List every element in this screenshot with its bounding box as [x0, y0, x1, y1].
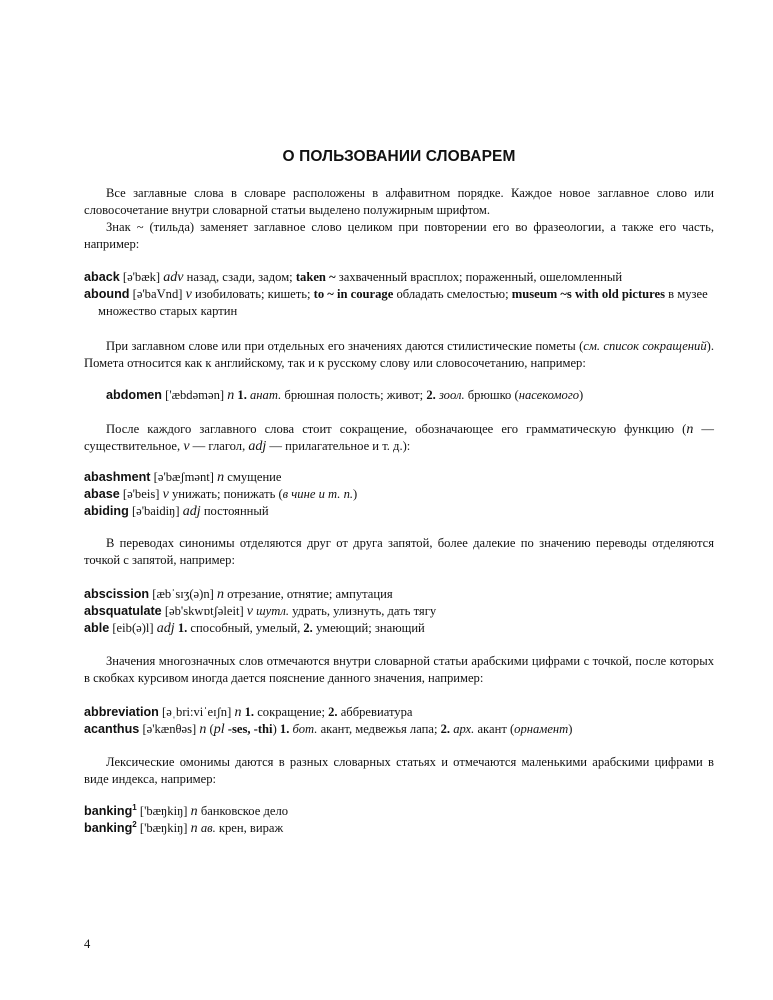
usage-label: арх.: [453, 722, 475, 736]
homonym-index: 1: [132, 802, 137, 812]
paren: ): [568, 722, 573, 736]
headword: abiding: [84, 504, 129, 518]
entry-abscission: [84, 586, 714, 603]
part-of-speech: v: [162, 487, 169, 502]
sense-number: 2.: [426, 388, 436, 402]
translation: в музее множество старых картин: [98, 287, 708, 318]
paragraph-text: ). Помета относится как к английскому, так и к русскому слову или словосочетанию, например:: [84, 339, 714, 370]
paragraph-italic: см. список сокращений: [583, 339, 707, 353]
entry-abiding: [84, 503, 714, 520]
translation: сокращение;: [257, 705, 325, 719]
phrase: to ~ in courage: [313, 287, 394, 301]
entry-abound: [84, 286, 714, 320]
transcription: [æbˈsɪʒ(ə)n]: [152, 587, 214, 601]
paragraph-text: — прилагательное и т. д.):: [266, 439, 411, 453]
headword: aback: [84, 270, 120, 284]
entry-banking-2: [84, 820, 714, 837]
part-of-speech: n: [234, 705, 242, 720]
part-of-speech: adv: [163, 270, 184, 285]
transcription: [ə'bæk]: [122, 270, 161, 284]
sense-number: 2.: [328, 705, 338, 719]
paragraph-text: Лексические омонимы даются в разных словарных статьях и отмечаются маленькими арабскими цифрами в виде индекса, например:: [84, 755, 714, 786]
headword: abscission: [84, 587, 150, 601]
part-of-speech: v: [246, 604, 254, 619]
example-tilde: [84, 269, 714, 320]
paren: ): [353, 487, 358, 501]
translation: брюшная полость; живот;: [284, 388, 424, 402]
homonym-index: 2: [132, 819, 137, 829]
paragraph-text: — существительное,: [84, 422, 714, 453]
translation: умеющий; знающий: [315, 621, 425, 635]
headword: absquatulate: [84, 604, 162, 618]
entry-abase: [84, 486, 714, 503]
paren: ): [272, 722, 277, 736]
paragraph-text: После каждого заглавного слова стоит сокращение, обозначающее его грамматическую функцию (: [106, 422, 687, 436]
translation: брюшко (: [467, 388, 519, 402]
stylistic-labels-paragraph: [84, 338, 714, 372]
page-title: О ПОЛЬЗОВАНИИ СЛОВАРЕМ: [282, 148, 516, 165]
example-polysemy: [84, 704, 714, 738]
sense-number: 2.: [440, 722, 451, 736]
part-of-speech: n: [217, 470, 225, 485]
intro-paragraph-2: Знак ~ (тильда) заменяет заглавное слово целиком при повторении его во фразеологии, а также его часть, например:: [84, 220, 714, 251]
transcription: ['bæŋkiŋ]: [139, 804, 188, 818]
entry-absquatulate: [84, 603, 714, 620]
usage-label: ав.: [200, 821, 216, 835]
translation: банковское дело: [200, 804, 289, 818]
page-number: 4: [84, 937, 91, 951]
entry-aback: [84, 269, 714, 286]
translation: постоянный: [203, 504, 269, 518]
part-of-speech: n: [190, 804, 198, 819]
headword: banking: [84, 804, 133, 818]
part-of-speech: v: [185, 287, 192, 302]
sense-number: 2.: [303, 621, 313, 635]
paragraph-text: В переводах синонимы отделяются друг от друга запятой, более далекие по значению переводы отделяются точкой с запятой, например:: [84, 536, 714, 567]
phrase: taken ~: [295, 270, 336, 284]
translation: изобиловать; кишеть;: [194, 287, 311, 301]
pos-example: v: [183, 439, 190, 454]
translation: способный, умелый,: [190, 621, 301, 635]
part-of-speech: adj: [182, 504, 201, 519]
note: насекомого: [518, 388, 580, 402]
headword: acanthus: [84, 722, 140, 736]
transcription: [eib(ə)l]: [112, 621, 154, 635]
translation: смущение: [227, 470, 282, 484]
translation: крен, вираж: [218, 821, 284, 835]
paren: (: [209, 722, 214, 736]
part-of-speech: adj: [156, 621, 175, 636]
transcription: ['æbdəmən]: [165, 388, 225, 402]
sense-number: 1.: [237, 388, 247, 402]
transcription: [əˌbri:viˈeɪʃn]: [162, 705, 232, 719]
translation: унижать; понижать (: [171, 487, 283, 501]
note: в чине и т. п.: [282, 487, 354, 501]
example-grammar: [84, 469, 714, 520]
homonyms-paragraph: [84, 754, 714, 788]
translation: аббревиатура: [340, 705, 413, 719]
headword: banking: [84, 821, 133, 835]
polysemy-paragraph: [84, 653, 714, 687]
note: орнамент: [514, 722, 569, 736]
transcription: [əb'skwɒtʃəleit]: [164, 604, 244, 618]
intro-block: [84, 185, 714, 253]
paragraph-text: При заглавном слове или при отдельных его значениях даются стилистические пометы (: [106, 339, 584, 353]
intro-paragraph-1: Все заглавные слова в словаре расположены в алфавитном порядке. Каждое новое заглавное слово или словосочетание внутри словарной статьи выделено полужирным шрифтом.: [84, 186, 714, 217]
transcription: [ə'kænθəs]: [142, 722, 197, 736]
translation: обладать смелостью;: [396, 287, 509, 301]
part-of-speech: n: [216, 587, 224, 602]
usage-label: анат.: [250, 388, 282, 402]
transcription: [ə'bæʃmənt]: [153, 470, 214, 484]
entry-able: [84, 620, 714, 637]
entry-abdomen: [84, 387, 736, 404]
headword: able: [84, 621, 110, 635]
grammar-paragraph: [84, 421, 714, 455]
translation: захваченный врасплох; пораженный, ошеломленный: [338, 270, 623, 284]
synonyms-paragraph: [84, 535, 714, 569]
paragraph-text: Значения многозначных слов отмечаются внутри словарной статьи арабскими цифрами с точкой, после которых в скобках курсивом иногда дается пояснение данного значения, например:: [84, 654, 714, 685]
example-synonyms: [84, 586, 714, 637]
transcription: [ə'baVnd]: [132, 287, 183, 301]
phrase: museum ~s with old pictures: [511, 287, 665, 301]
usage-label: зоол.: [438, 388, 465, 402]
usage-label: шутл.: [256, 604, 290, 618]
plural-forms: -ses, -thi: [227, 722, 273, 736]
headword: abbreviation: [84, 705, 159, 719]
part-of-speech: n: [227, 388, 235, 403]
example-homonyms: [84, 803, 714, 837]
transcription: [ə'beis]: [122, 487, 160, 501]
part-of-speech: n: [199, 722, 207, 737]
transcription: [ə'baidiŋ]: [131, 504, 180, 518]
entry-banking-1: [84, 803, 714, 820]
headword: abashment: [84, 470, 151, 484]
headword: abound: [84, 287, 130, 301]
entry-abashment: [84, 469, 714, 486]
headword: abdomen: [106, 388, 162, 402]
part-of-speech: n: [190, 821, 198, 836]
sense-number: 1.: [279, 722, 290, 736]
headword: abase: [84, 487, 120, 501]
plural-label: pl: [213, 722, 225, 737]
translation: назад, сзади, задом;: [186, 270, 293, 284]
sense-number: 1.: [177, 621, 188, 635]
entry-abbreviation: [84, 704, 714, 721]
pos-example: n: [686, 422, 694, 437]
transcription: ['bæŋkiŋ]: [139, 821, 188, 835]
pos-example: adj: [248, 439, 267, 454]
paren: ): [579, 388, 584, 402]
translation: акант, медвежья лапа;: [320, 722, 438, 736]
sense-number: 1.: [244, 705, 255, 719]
entry-acanthus: [84, 721, 714, 738]
translation: удрать, улизнуть, дать тягу: [292, 604, 437, 618]
translation: акант (: [477, 722, 515, 736]
usage-label: бот.: [292, 722, 318, 736]
paragraph-text: — глагол,: [189, 439, 249, 453]
translation: отрезание, отнятие; ампутация: [227, 587, 393, 601]
